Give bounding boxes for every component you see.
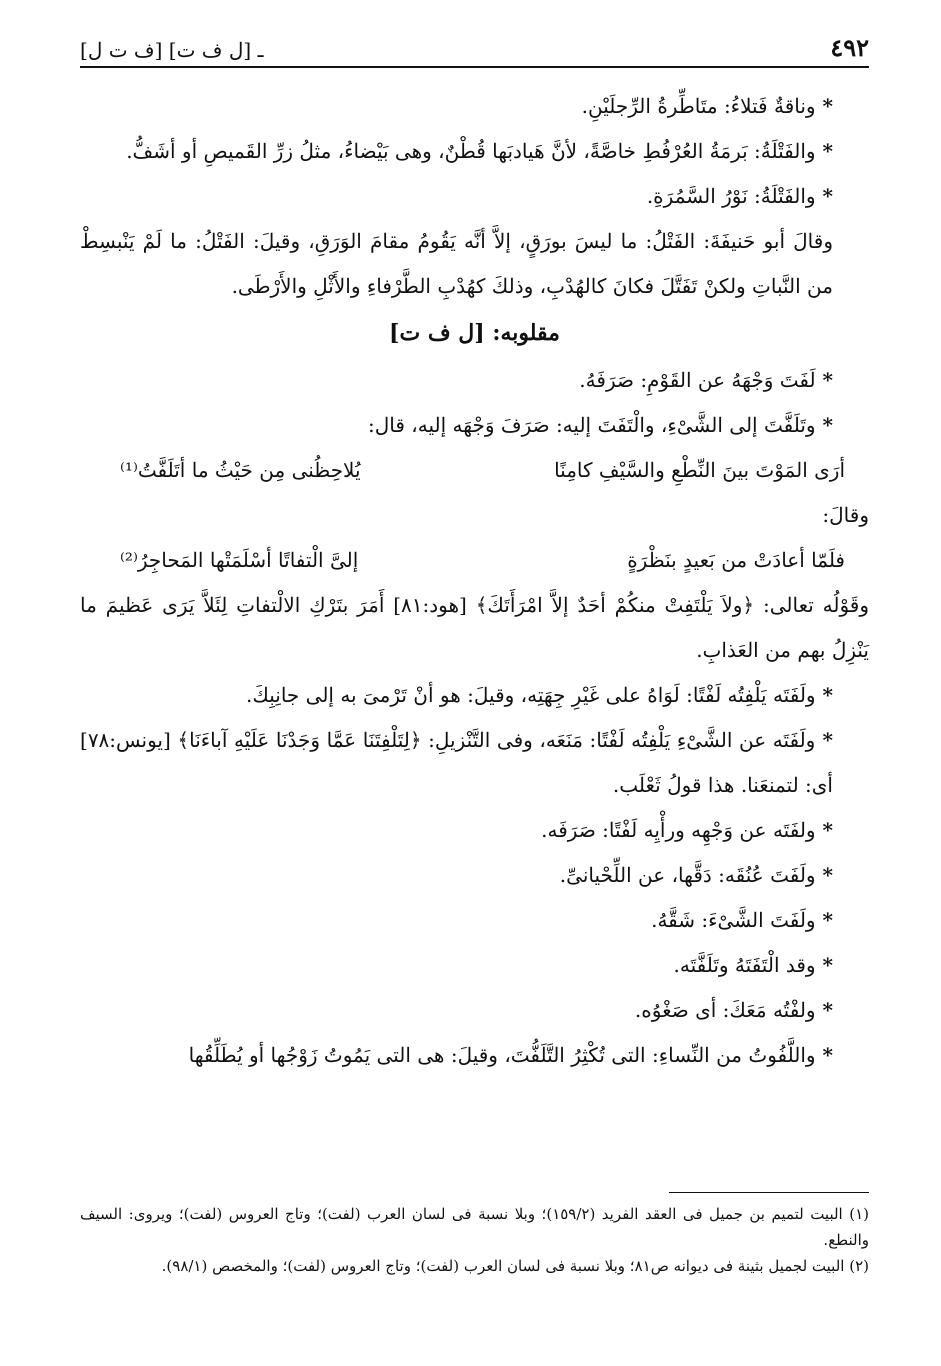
entry-paragraph: * لَفَتَ وَجْهَهُ عن القَوْمِ: صَرَفَهُ. xyxy=(80,358,869,403)
footnote-divider xyxy=(669,1192,869,1193)
entry-paragraph: * وتَلَفَّتَ إلى الشَّىْءِ، والْتَفَتَ إليه: صَرَفَ وَجْهَه إليه، قال: xyxy=(80,403,869,448)
verse-second-hemistich: إلىَّ الْتفاتًا أسْلَمَتْها المَحاجِرُ⁽²⁾ xyxy=(120,548,359,572)
entry-paragraph: * وقد الْتَفَتَهُ وتَلَفَّتَه. xyxy=(80,943,869,988)
footnote: (١) البيت لتميم بن جميل فى العقد الفريد (١٥٩/٢)؛ وبلا نسبة فى لسان العرب (لفت)؛ وتاج العروس (لفت)؛ ويروى: السيف والنطع. xyxy=(80,1205,869,1249)
entry-paragraph: * ولَفَتَه يَلْفِتُه لَفْتًا: لَوَاهُ على غَيْرِ جِهَتِه، وقيلَ: هو أنْ تَرْمىَ به إلى جانِبِكَ. xyxy=(80,673,869,718)
body-paragraph: وقالَ: xyxy=(822,503,869,527)
entry-paragraph: * ولَفَتَه عن الشَّىْءِ يَلْفِتُه لَفْتًا: مَنَعَه، وفى التَّنْزيلِ: ﴿لِتَلْفِتَنَا عَمَّا وَجَدْنَا عَلَيْهِ آباءَنَا﴾ [يونس:٧٨] أى: لتمنعَنا. هذا قولُ ثَعْلَب. xyxy=(80,718,869,808)
verse-first-hemistich: أرَى المَوْتَ بينَ النِّطْعِ والسَّيْفِ كامِنًا xyxy=(554,458,845,482)
poetry-verse xyxy=(80,448,869,493)
footnote: (٢) البيت لجميل بثينة فى ديوانه ص٨١؛ وبلا نسبة فى لسان العرب (لفت)؛ وتاج العروس (لفت)؛ والمخصص (٩٨/١). xyxy=(161,1257,869,1275)
entry-paragraph: * ولَفَتَ عُنُقَه: دَقَّها، عن اللِّحْيانىِّ. xyxy=(80,853,869,898)
page-header xyxy=(80,28,869,68)
verse-first-hemistich: فلَمّا أعادَتْ من بَعيدٍ بنَظْرَةٍ xyxy=(627,548,845,572)
body-paragraph: وقالَ أبو حَنيفَةَ: الفَتْلُ: ما ليسَ بورَقٍ، إلاَّ أنَّه يَقُومُ مقامَ الوَرَقِ، وقيلَ: الفَتْلُ: ما لَمْ يَنْبسِطْ من النَّباتِ ولكنْ تَفَتَّلَ فكانَ كالهُدْبِ، وذلكَ كهُدْبِ الطَّرْفاءِ والأَثْلِ والأَرْطَى. xyxy=(80,229,833,298)
section-heading: مقلوبه: [ل ف ت] xyxy=(389,320,560,346)
entry-paragraph: * والفَتْلَةُ: نَوْرُ السَّمُرَةِ. xyxy=(80,174,869,219)
page-number: ٤٩٢ xyxy=(830,33,869,62)
running-head: [ف ت ل] ـ [ل ف ت] xyxy=(80,38,264,62)
entry-paragraph: * ولَفَتَ الشَّىْءَ: شَقَّهُ. xyxy=(80,898,869,943)
footnotes-section xyxy=(80,1192,869,1279)
entry-paragraph: * وناقةٌ فَتلاءُ: متَاطِّرةُ الرِّجلَيْنِ. xyxy=(80,84,869,129)
verse-second-hemistich: يُلاحِظُنى مِن حَيْثُ ما أتَلَفَّتُ⁽¹⁾ xyxy=(120,458,361,482)
entry-paragraph: * واللَّفُوتُ من النِّساءِ: التى تُكْثِرُ التَّلَفُّتَ، وقيلَ: هى التى يَمُوتُ زَوْجُها أو يُطَلِّقُها xyxy=(80,1033,869,1078)
entry-paragraph: * ولفَتَه عن وَجْهِه ورأْيِه لَفْتًا: صَرَفَه. xyxy=(80,808,869,853)
entry-paragraph: * ولفْتُه مَعَكَ: أى صَغْوُه. xyxy=(80,988,869,1033)
entry-paragraph: * والفَتْلَةُ: بَرمَةُ العُرْفُطِ خاصَّةً، لأنَّ هَيادبَها قُطْنٌ، وهى بَيْضاءُ، مثلُ زرِّ القَميصِ أو أشَفُّ. xyxy=(80,129,869,174)
poetry-verse xyxy=(80,538,869,583)
body-paragraph: وقَوْلُه تعالى: ﴿ولاَ يَلْتَفِتْ منكُمْ أحَدٌ إلاَّ امْرَأَتَكَ﴾ [هود:٨١] أَمَرَ بتَرْكِ الالْتفاتِ لِئَلاَّ يَرَى عَظيمَ ما يَنْزِلُ بهم من العَذابِ. xyxy=(80,593,869,662)
page-body xyxy=(80,84,869,1078)
